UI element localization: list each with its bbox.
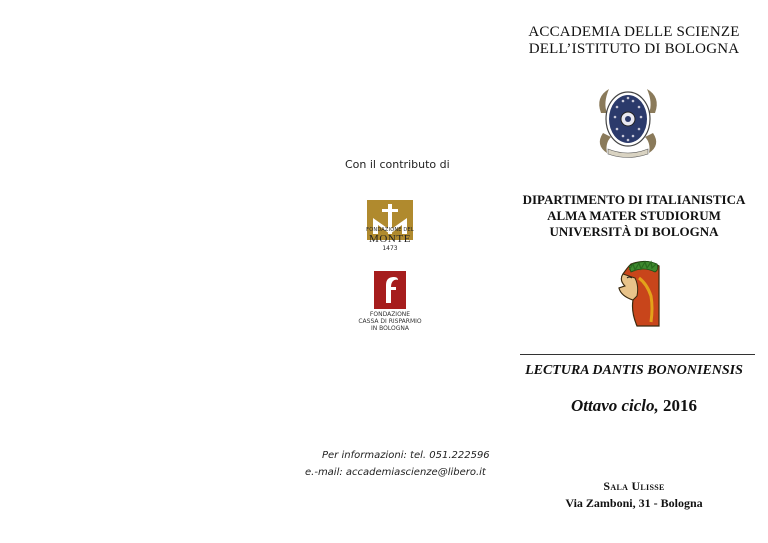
fondazione-carisbo-text <box>344 311 436 332</box>
dante-portrait-icon <box>607 256 669 330</box>
department-block <box>500 192 768 240</box>
academy-seal-icon <box>593 83 663 159</box>
event-title: LECTURA DANTIS BONONIENSIS <box>525 363 743 378</box>
fondazione-monte-line2: MONTE <box>368 233 412 245</box>
venue-name: Sala Ulisse <box>603 479 665 493</box>
fondazione-monte-text <box>352 227 428 252</box>
fondazione-monte-line1: FONDAZIONE DEL <box>366 227 414 233</box>
contrib-label: Con il contributo di <box>345 158 450 171</box>
event-cycle-year: 2016 <box>663 396 698 415</box>
department-line1: DIPARTIMENTO DI ITALIANISTICA <box>522 192 746 207</box>
academy-title-line2: DELL’ISTITUTO DI BOLOGNA <box>528 41 740 57</box>
contact-email: e.-mail: accademiascienze@libero.it <box>305 467 486 478</box>
fondazione-monte-year: 1473 <box>382 245 398 252</box>
academy-title <box>500 24 768 58</box>
venue-address: Via Zamboni, 31 - Bologna <box>565 496 703 510</box>
fondazione-carisbo-line2: CASSA DI RISPARMIO <box>358 318 422 325</box>
department-line3: UNIVERSITÀ DI BOLOGNA <box>549 224 719 239</box>
fondazione-carisbo-logo-icon <box>374 271 406 309</box>
academy-title-line1: ACCADEMIA DELLE SCIENZE <box>528 24 740 40</box>
event-cycle-label: Ottavo ciclo, <box>570 396 659 415</box>
department-line2: ALMA MATER STUDIORUM <box>547 208 721 223</box>
divider-rule <box>520 354 755 355</box>
event-cycle <box>500 396 768 416</box>
fondazione-carisbo-line1: FONDAZIONE <box>369 311 411 318</box>
contact-phone: Per informazioni: tel. 051.222596 <box>322 450 490 461</box>
fondazione-carisbo-line3: IN BOLOGNA <box>371 325 409 332</box>
